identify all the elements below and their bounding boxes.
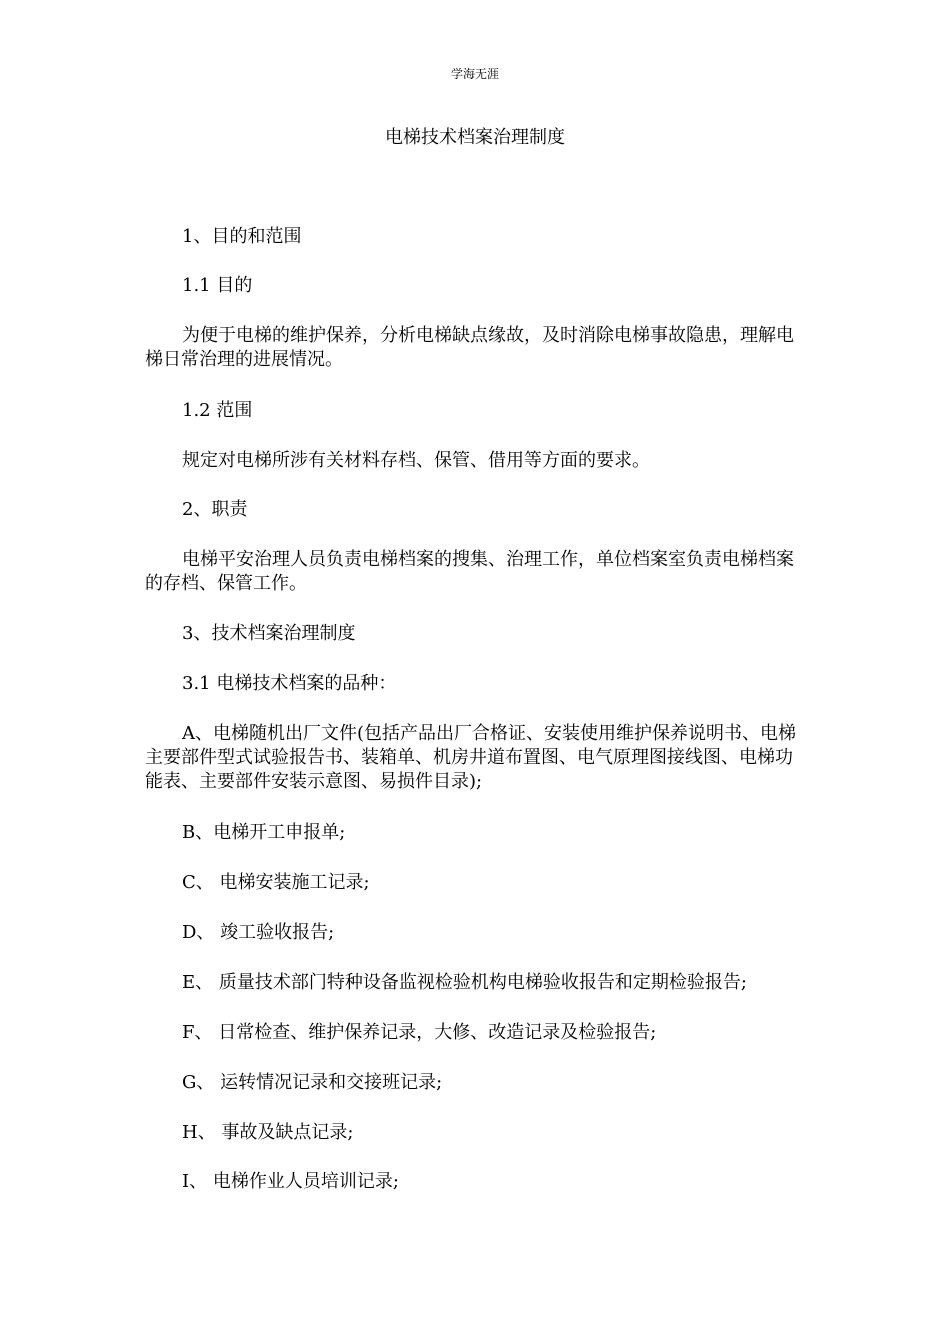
document-title: 电梯技术档案治理制度	[385, 127, 565, 148]
list-item: G、 运转情况记录和交接班记录;	[182, 1072, 443, 1093]
list-item: C、 电梯安装施工记录;	[182, 872, 370, 893]
list-item: H、 事故及缺点记录;	[182, 1122, 354, 1143]
list-item: A、电梯随机出厂文件(包括产品出厂合格证、安装使用维护保养说明书、电梯主要部件型式试验报告书、装箱单、机房井道布置图、电气原理图接线图、电梯功能表、主要部件安装示意图、易损件目录);	[145, 723, 797, 792]
body-paragraph: 规定对电梯所涉有关材料存档、保管、借用等方面的要求。	[182, 450, 650, 471]
list-item: F、 日常检查、维护保养记录，大修、改造记录及检验报告;	[182, 1022, 657, 1043]
section-heading: 3、技术档案治理制度	[182, 623, 356, 644]
subsection-heading: 3.1 电梯技术档案的品种：	[182, 673, 397, 694]
subsection-heading: 1.1 目的	[182, 275, 253, 296]
list-item: B、电梯开工申报单;	[182, 822, 346, 843]
list-item: E、 质量技术部门特种设备监视检验机构电梯验收报告和定期检验报告;	[182, 972, 747, 993]
body-paragraph: 电梯平安治理人员负责电梯档案的搜集、治理工作，单位档案室负责电梯档案的存档、保管工作。	[145, 549, 794, 594]
body-paragraph: 为便于电梯的维护保养，分析电梯缺点缘故，及时消除电梯事故隐患，理解电梯日常治理的进展情况。	[145, 325, 794, 370]
subsection-heading: 1.2 范围	[182, 400, 253, 421]
page-header: 学海无涯	[450, 67, 499, 81]
list-item: I、 电梯作业人员培训记录;	[182, 1171, 399, 1192]
section-heading: 2、职责	[182, 499, 248, 520]
section-heading: 1、目的和范围	[182, 226, 302, 247]
list-item: D、 竣工验收报告;	[182, 922, 335, 943]
